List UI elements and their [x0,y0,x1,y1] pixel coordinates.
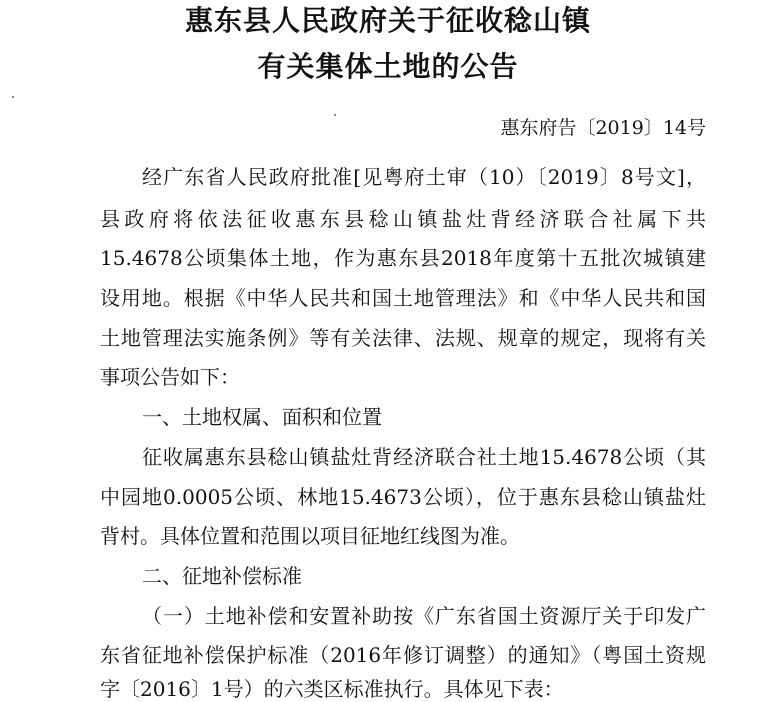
paragraph-line: （一）土地补偿和安置补助按《广东省国土资源厅关于印发广 [142,604,706,628]
paragraph-line: 背村。具体位置和范围以项目征地红线图为准。 [100,524,520,548]
section-heading: 二、征地补偿标准 [142,564,302,588]
paragraph-line: 15.4678公顷集体土地，作为惠东县2018年度第十五批次城镇建 [100,246,706,270]
paragraph-line: 经广东省人民政府批准[见粤府土审（10）〔2019〕8号文]， [142,165,706,189]
paragraph-line: 事项公告如下： [100,365,240,389]
document-number: 惠东府告〔2019〕14号 [500,117,706,139]
scan-speck [334,114,336,116]
paragraph-line: 东省征地补偿保护标准（2016年修订调整）的通知》（粤国土资规 [100,643,706,667]
scan-speck [12,96,14,98]
paragraph-line: 土地管理法实施条例》等有关法律、法规、规章的规定，现将有关 [100,326,706,350]
paragraph-line: 字〔2016〕1号）的六类区标准执行。具体见下表： [100,677,564,701]
paragraph-line: 设用地。根据《中华人民共和国土地管理法》和《中华人民共和国 [100,286,706,310]
section-heading: 一、土地权属、面积和位置 [142,405,382,429]
document-title-line-2: 有关集体土地的公告 [257,50,519,83]
paragraph-line: 征收属惠东县稔山镇盐灶背经济联合社土地15.4678公顷（其 [142,445,706,469]
paragraph-line: 县政府将依法征收惠东县稔山镇盐灶背经济联合社属下共 [100,207,706,231]
paragraph-line: 中园地0.0005公顷、林地15.4673公顷），位于惠东县稔山镇盐灶 [100,485,706,509]
document-title-line-1: 惠东县人民政府关于征收稔山镇 [184,4,591,37]
